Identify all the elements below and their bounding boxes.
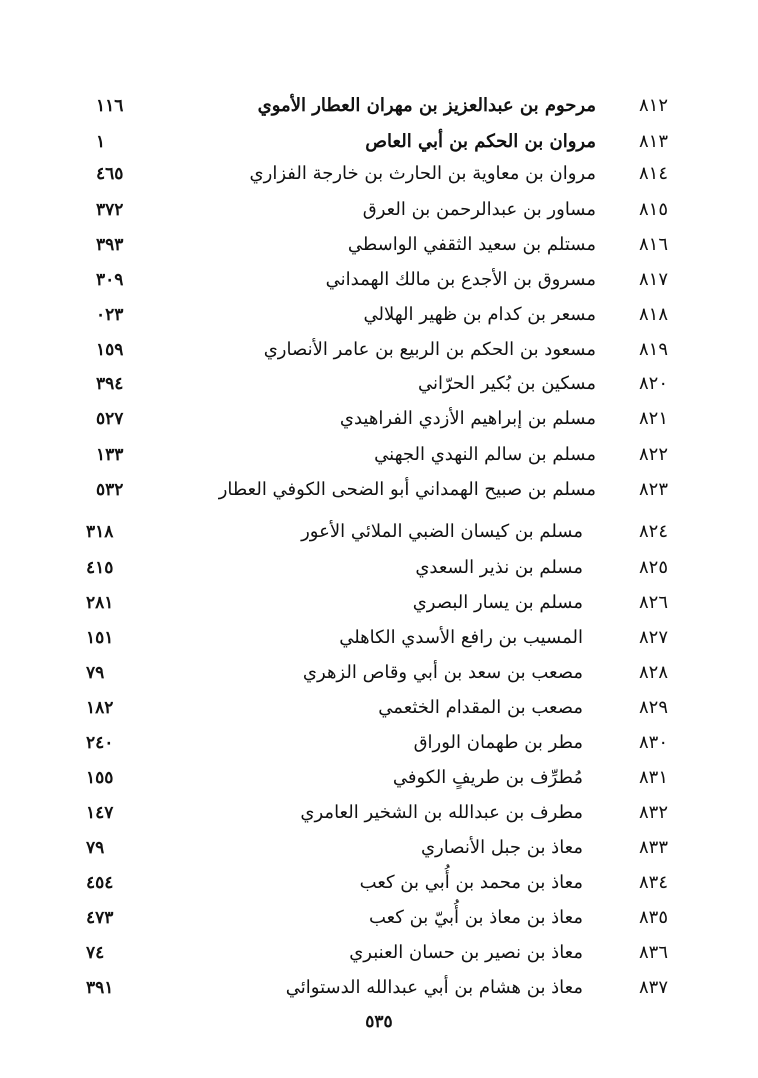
index-entry — [0, 157, 758, 191]
entry-page-ref: ٢٤٠ — [86, 733, 114, 753]
entry-name: مروان بن معاوية بن الحارث بن خارجة الفزاري — [249, 163, 596, 184]
index-entry — [0, 796, 758, 830]
entry-page-ref: ٥٣٢ — [96, 480, 124, 500]
index-entry — [0, 551, 758, 585]
index-entry — [0, 298, 758, 332]
index-entry — [0, 402, 758, 436]
entry-number: ٨٣٣ — [638, 837, 668, 858]
entry-page-ref: ١٥١ — [86, 628, 114, 648]
entry-page-ref: ٠٢٣ — [96, 305, 124, 325]
entry-page-ref: ٥٢٧ — [96, 409, 124, 429]
page-number: ٥٣٥ — [365, 1012, 393, 1032]
entry-name: مسكين بن بُكير الحرّاني — [417, 373, 596, 394]
entry-name: مُطرِّف بن طريفٍ الكوفي — [392, 767, 583, 788]
entry-number: ٨٣٦ — [638, 942, 668, 963]
index-entry — [0, 263, 758, 297]
index-entry — [0, 193, 758, 227]
entry-name: مسعود بن الحكم بن الربيع بن عامر الأنصاري — [263, 339, 596, 360]
entry-name: معاذ بن محمد بن أُبي بن كعب — [359, 872, 583, 893]
index-entry — [0, 333, 758, 367]
entry-page-ref: ٢٨١ — [86, 593, 114, 613]
entry-page-ref: ٧٩ — [86, 838, 105, 858]
index-entry — [0, 726, 758, 760]
entry-page-ref: ٣٩١ — [86, 978, 114, 998]
entry-name: مروان بن الحكم بن أبي العاص — [365, 131, 596, 152]
entry-name: مصعب بن سعد بن أبي وقاص الزهري — [302, 662, 583, 683]
index-entry — [0, 761, 758, 795]
entry-page-ref: ٧٩ — [86, 663, 105, 683]
entry-name: معاذ بن هشام بن أبي عبدالله الدستوائي — [285, 977, 583, 998]
index-entry — [0, 936, 758, 970]
entry-page-ref: ٤١٥ — [86, 558, 114, 578]
entry-page-ref: ٣٩٣ — [96, 235, 124, 255]
entry-page-ref: ١ — [96, 132, 106, 152]
entry-name: مسعر بن كدام بن ظهير الهلالي — [363, 304, 596, 325]
entry-number: ٨٢٠ — [638, 373, 668, 394]
entry-number: ٨١٨ — [638, 304, 668, 325]
index-entry — [0, 691, 758, 725]
entry-name: معاذ بن جبل الأنصاري — [420, 837, 583, 858]
entry-name: مرحوم بن عبدالعزيز بن مهران العطار الأموي — [257, 95, 596, 116]
entry-name: مسلم بن كيسان الضبي الملائي الأعور — [301, 521, 583, 542]
entry-name: مستلم بن سعيد الثقفي الواسطي — [347, 234, 596, 255]
entry-number: ٨٢٧ — [638, 627, 668, 648]
index-entry — [0, 228, 758, 262]
index-entry — [0, 866, 758, 900]
entry-page-ref: ٣١٨ — [86, 522, 114, 542]
entry-number: ٨٢٥ — [638, 557, 668, 578]
entry-number: ٨٣٧ — [638, 977, 668, 998]
entry-page-ref: ٤٦٥ — [96, 164, 124, 184]
index-entry — [0, 901, 758, 935]
index-entry — [0, 473, 758, 507]
entry-page-ref: ١٣٣ — [96, 445, 124, 465]
entry-name: مسلم بن سالم النهدي الجهني — [374, 444, 596, 465]
entry-number: ٨٢٤ — [638, 521, 668, 542]
entry-number: ٨١٦ — [638, 234, 668, 255]
entry-name: مصعب بن المقدام الخثعمي — [378, 697, 583, 718]
index-entry — [0, 515, 758, 549]
entry-number: ٨٢٣ — [638, 479, 668, 500]
entry-number: ٨٢٦ — [638, 592, 668, 613]
entry-name: مسروق بن الأجدع بن مالك الهمداني — [325, 269, 596, 290]
entry-number: ٨٢٩ — [638, 697, 668, 718]
index-entry — [0, 621, 758, 655]
entry-name: مسلم بن نذير السعدي — [415, 557, 583, 578]
index-entry — [0, 971, 758, 1005]
entry-name: معاذ بن معاذ بن أُبيّ بن كعب — [368, 907, 583, 928]
entry-name: مسلم بن يسار البصري — [412, 592, 583, 613]
entry-page-ref: ٧٤ — [86, 943, 105, 963]
entry-page-ref: ٣٩٤ — [96, 374, 124, 394]
entry-page-ref: ٣٧٢ — [96, 200, 124, 220]
entry-number: ٨٣٥ — [638, 907, 668, 928]
index-entry — [0, 438, 758, 472]
entry-number: ٨٢٨ — [638, 662, 668, 683]
entry-name: مسلم بن صبيح الهمداني أبو الضحى الكوفي العطار — [218, 479, 596, 500]
entry-number: ٨١٣ — [638, 131, 668, 152]
entry-page-ref: ١٥٩ — [96, 340, 124, 360]
entry-number: ٨١٧ — [638, 269, 668, 290]
entry-page-ref: ٣٠٩ — [96, 270, 124, 290]
index-entry — [0, 125, 758, 159]
entry-page-ref: ٤٥٤ — [86, 873, 114, 893]
entry-number: ٨٣٤ — [638, 872, 668, 893]
entry-name: مطرف بن عبدالله بن الشخير العامري — [300, 802, 583, 823]
entry-number: ٨٣٢ — [638, 802, 668, 823]
entry-page-ref: ١١٦ — [96, 96, 124, 116]
entry-number: ٨٣٠ — [638, 732, 668, 753]
index-entry — [0, 656, 758, 690]
index-entry — [0, 367, 758, 401]
entry-number: ٨٢١ — [638, 408, 668, 429]
entry-name: مساور بن عبدالرحمن بن العرق — [362, 199, 596, 220]
entry-number: ٨٣١ — [638, 767, 668, 788]
entry-page-ref: ١٥٥ — [86, 768, 114, 788]
entry-name: معاذ بن نصير بن حسان العنبري — [349, 942, 583, 963]
index-entry — [0, 586, 758, 620]
index-entry — [0, 89, 758, 123]
entry-name: المسيب بن رافع الأسدي الكاهلي — [339, 627, 583, 648]
entry-number: ٨١٢ — [638, 95, 668, 116]
entry-name: مطر بن طهمان الوراق — [413, 732, 583, 753]
index-entry — [0, 831, 758, 865]
entry-page-ref: ١٤٧ — [86, 803, 114, 823]
entry-page-ref: ٤٧٣ — [86, 908, 114, 928]
entry-number: ٨١٩ — [638, 339, 668, 360]
entry-number: ٨١٥ — [638, 199, 668, 220]
entry-number: ٨١٤ — [638, 163, 668, 184]
entry-page-ref: ١٨٢ — [86, 698, 114, 718]
entry-name: مسلم بن إبراهيم الأزدي الفراهيدي — [339, 408, 596, 429]
entry-number: ٨٢٢ — [638, 444, 668, 465]
